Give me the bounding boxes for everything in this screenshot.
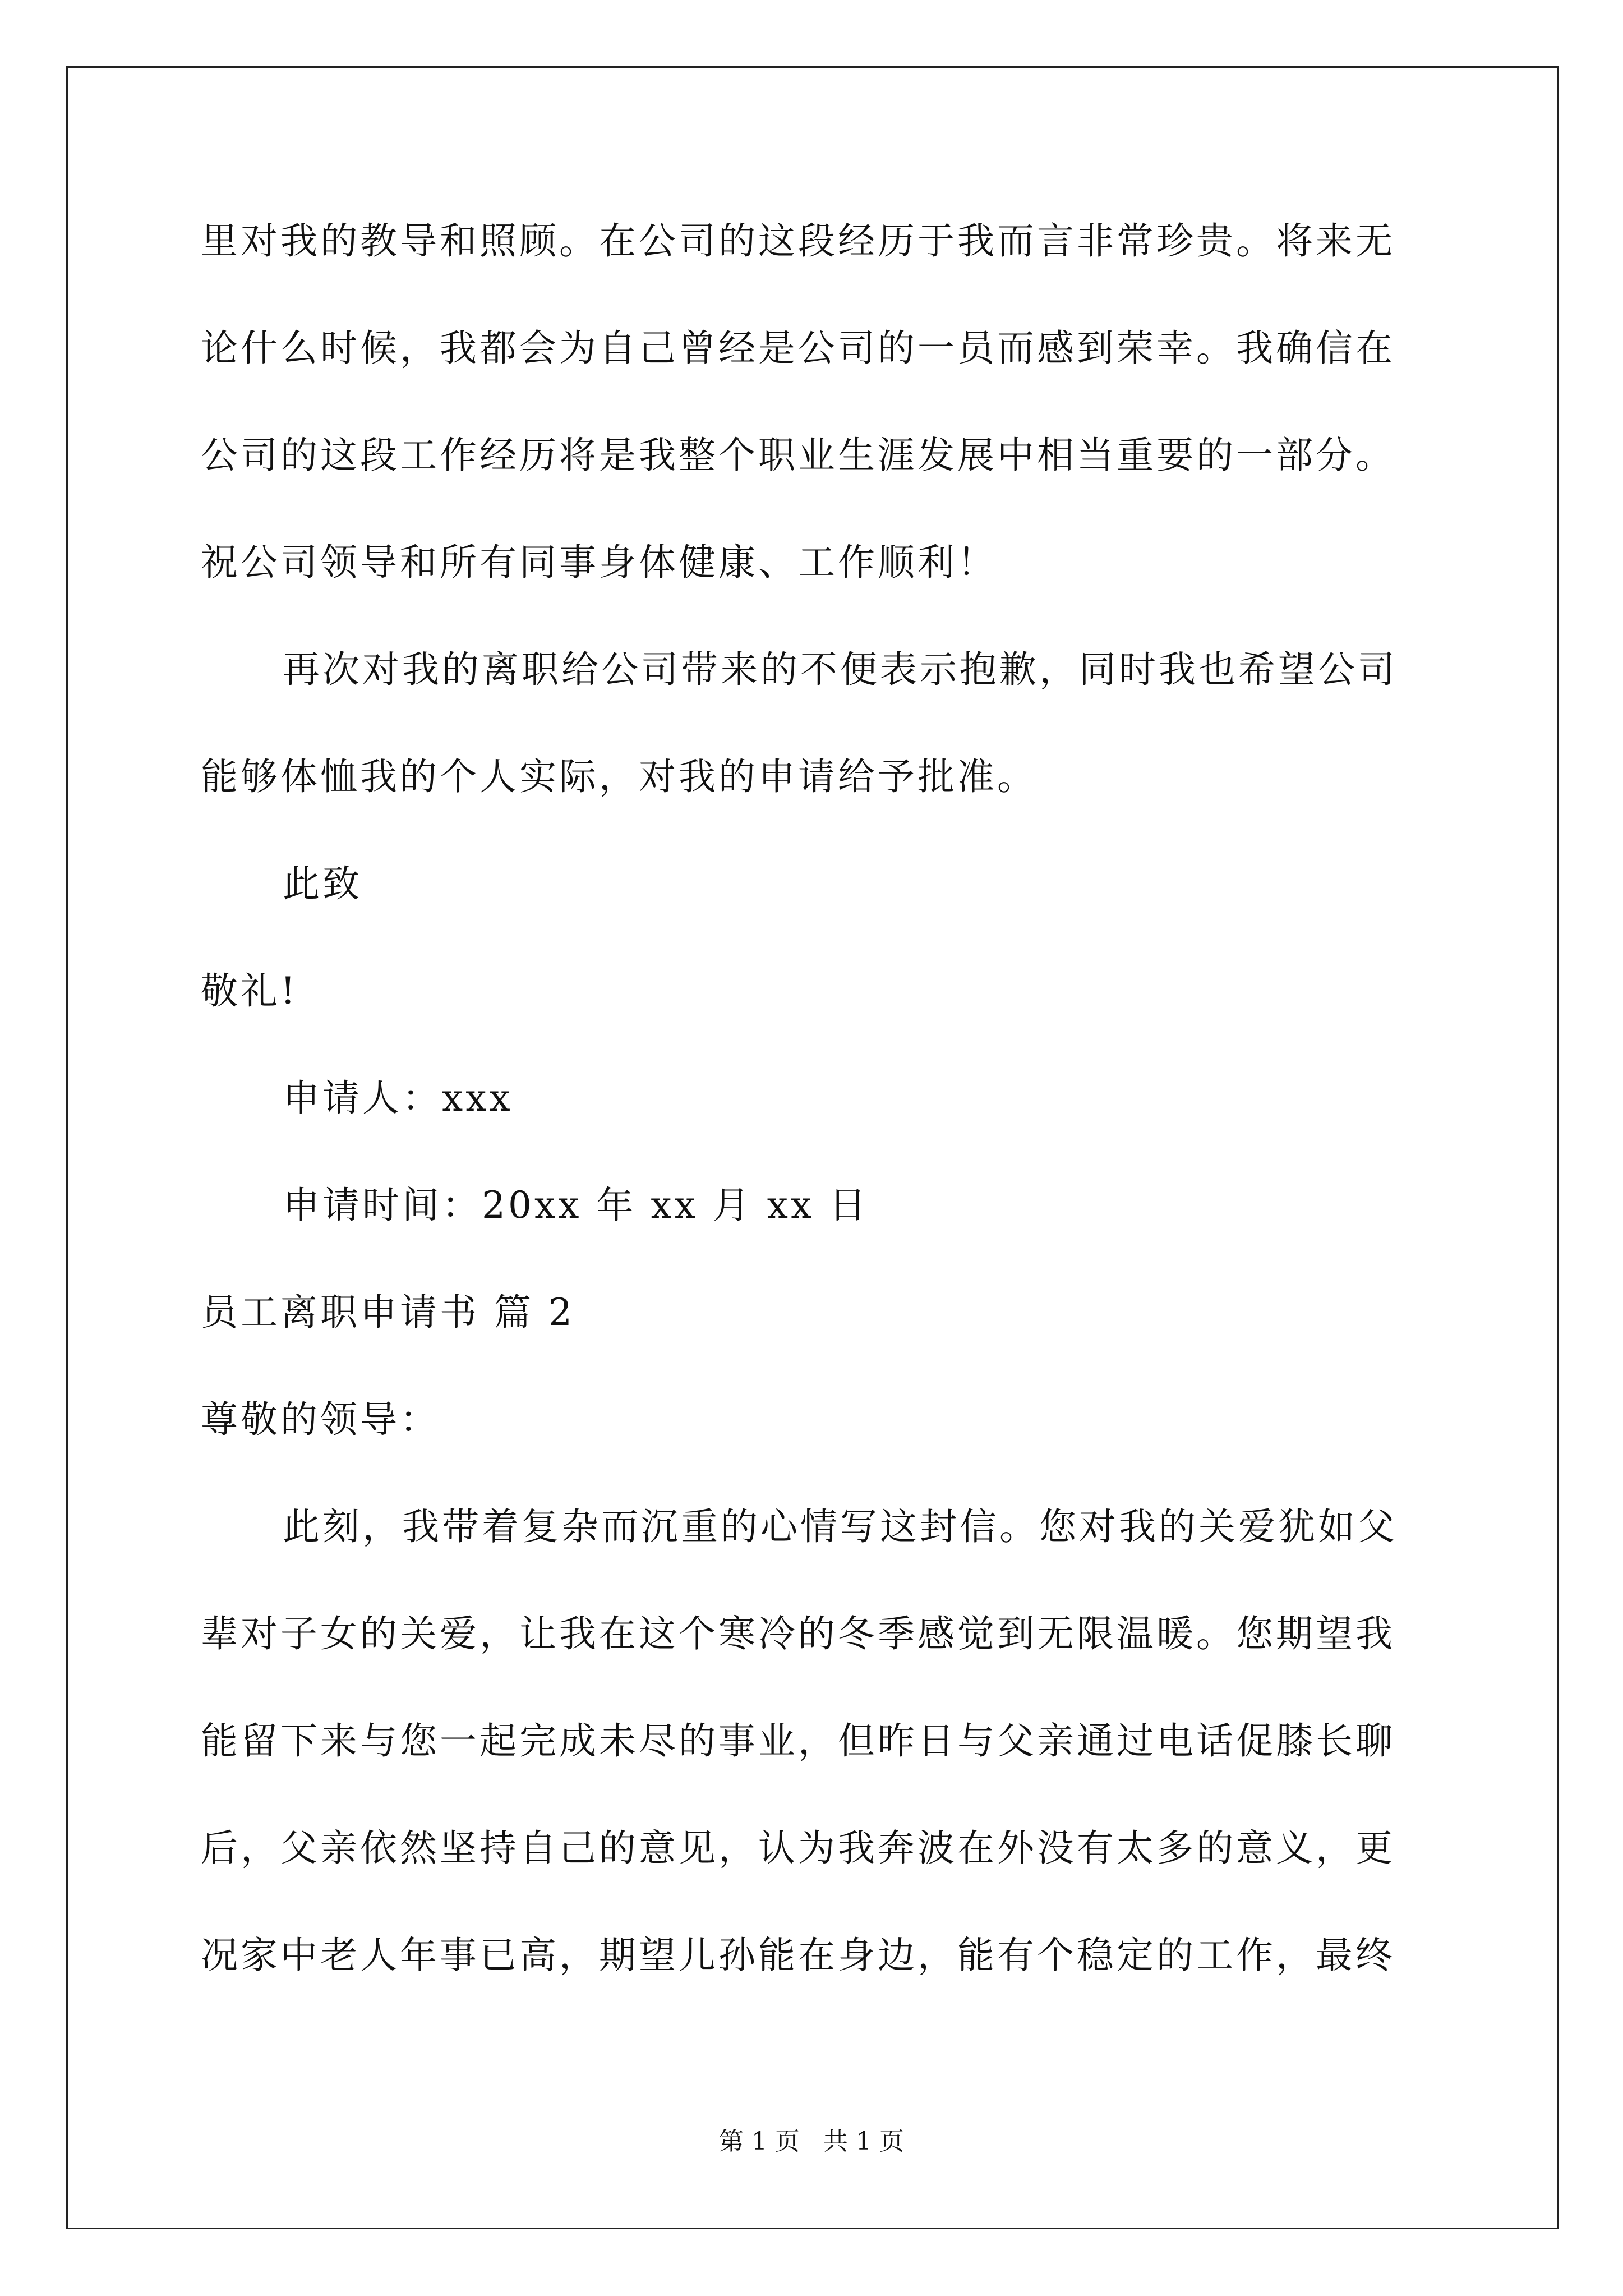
text-line: 祝公司领导和所有同事身体健康、工作顺利！ — [201, 541, 997, 584]
text-line: 后，父亲依然坚持自己的意见，认为我奔波在外没有太多的意义，更 — [201, 1826, 1395, 1870]
text-line: 能留下来与您一起完成未尽的事业，但昨日与父亲通过电话促膝长聊 — [201, 1719, 1395, 1763]
text-line: 论什么时候，我都会为自己曾经是公司的一员而感到荣幸。我确信在 — [201, 326, 1395, 370]
page-footer: 第 1 页 共 1 页 — [719, 2127, 904, 2156]
letter-greeting: 尊敬的领导： — [201, 1398, 440, 1441]
text-line: 能够体恤我的个人实际，对我的申请给予批准。 — [201, 755, 1037, 798]
closing-regards: 敬礼! — [201, 969, 298, 1013]
text-line: 此刻，我带着复杂而沉重的心情写这封信。您对我的关爱犹如父 — [283, 1505, 1398, 1548]
closing-salutation: 此致 — [283, 862, 362, 905]
text-line: 辈对子女的关爱，让我在这个寒冷的冬季感觉到无限温暖。您期望我 — [201, 1612, 1395, 1655]
text-line: 再次对我的离职给公司带来的不便表示抱歉，同时我也希望公司 — [283, 648, 1398, 691]
applicant-name: 申请人：xxx — [283, 1076, 513, 1120]
text-line: 况家中老人年事已高，期望儿孙能在身边，能有个稳定的工作，最终 — [201, 1934, 1395, 1977]
text-line: 公司的这段工作经历将是我整个职业生涯发展中相当重要的一部分。 — [201, 434, 1395, 477]
application-date: 申请时间：20xx 年 xx 月 xx 日 — [283, 1184, 869, 1227]
text-line: 里对我的教导和照顾。在公司的这段经历于我而言非常珍贵。将来无 — [201, 219, 1395, 263]
document-body — [201, 219, 1435, 2040]
section-heading: 员工离职申请书 篇 2 — [201, 1291, 575, 1334]
